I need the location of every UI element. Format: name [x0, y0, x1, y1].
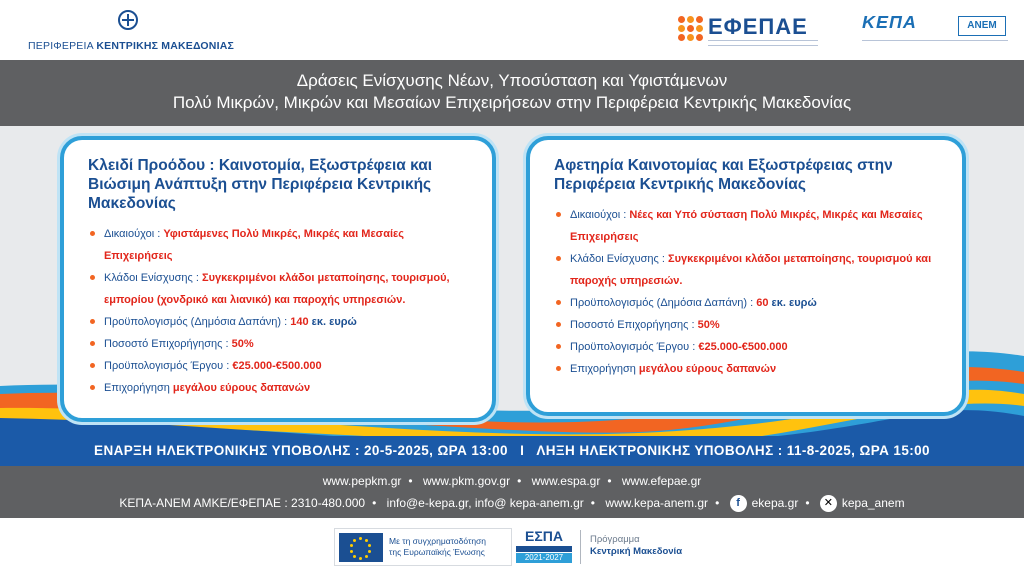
websites-row: www.pepkm.gr • www.pkm.gov.gr • www.espa.gr • www.efepae.gr [322, 474, 702, 488]
espa-name: ΕΣΠΑ [525, 528, 563, 544]
eu-cofunding-logo [334, 528, 512, 566]
kepa-anem-logo [862, 12, 1012, 52]
efepae-name: ΕΦΕΠΑΕ [708, 14, 808, 39]
list-item: Ποσοστό Επιχορήγησης : 50% [556, 314, 944, 336]
kepa-subtitle-lines [862, 40, 1008, 44]
link-efepae[interactable]: www.efepae.gr [621, 474, 702, 488]
list-item: Ποσοστό Επιχορήγησης : 50% [90, 333, 474, 355]
region-logo-text: ΠΕΡΙΦΕΡΕΙΑ ΚΕΝΤΡΙΚΗΣ ΜΑΚΕΔΟΝΙΑΣ [28, 40, 234, 52]
list-item: Δικαιούχοι : Υφιστάμενες Πολύ Μικρές, Μικρές και Μεσαίες Επιχειρήσεις [90, 223, 474, 267]
emblem-icon [118, 10, 138, 30]
facebook-icon: f [730, 495, 747, 512]
list-item: Κλάδοι Ενίσχυσης : Συγκεκριμένοι κλάδοι μεταποίησης, τουρισμού και παροχής υπηρεσιών. [556, 248, 944, 292]
contacts-bar [0, 466, 1024, 518]
region-logo [28, 10, 234, 52]
link-espa[interactable]: www.espa.gr [531, 474, 601, 488]
eu-flag-icon [339, 533, 383, 562]
footer [0, 518, 1024, 576]
program-name: Πρόγραμμα Κεντρική Μακεδονία [590, 534, 683, 557]
list-item: Προϋπολογισμός (Δημόσια Δαπάνη) : 60 εκ. ευρώ [556, 292, 944, 314]
submission-dates-strip [0, 436, 1024, 466]
email-text[interactable]: info@e-kepa.gr, info@ kepa-anem.gr [386, 496, 584, 510]
espa-logo [516, 528, 572, 566]
link-pkm[interactable]: www.pkm.gov.gr [422, 474, 511, 488]
link-pepkm[interactable]: www.pepkm.gr [322, 474, 402, 488]
facebook-handle[interactable]: ekepa.gr [751, 496, 799, 510]
left-card-list [90, 223, 474, 399]
submission-start: ΕΝΑΡΞΗ ΗΛΕΚΤΡΟΝΙΚΗΣ ΥΠΟΒΟΛΗΣ : 20-5-2025, ΩΡΑ 13:00 [94, 443, 508, 458]
x-handle[interactable]: kepa_anem [841, 496, 905, 510]
espa-bar [516, 546, 572, 552]
left-program-card [60, 136, 496, 422]
submission-end: ΛΗΞΗ ΗΛΕΚΤΡΟΝΙΚΗΣ ΥΠΟΒΟΛΗΣ : 11-8-2025, ΩΡΑ 15:00 [536, 443, 930, 458]
banner-line-2: Πολύ Μικρών, Μικρών και Μεσαίων Επιχειρήσεων στην Περιφέρεια Κεντρικής Μακεδονίας [172, 93, 852, 112]
left-card-title: Κλειδί Προόδου : Καινοτομία, Εξωστρέφεια και Βιώσιμη Ανάπτυξη στην Περιφέρεια Κεντρικής Μακεδονίας [88, 157, 433, 212]
link-kepa-anem[interactable]: www.kepa-anem.gr [605, 496, 709, 510]
strip-separator: I [520, 443, 525, 458]
right-card-list [556, 204, 944, 380]
espa-years: 2021-2027 [516, 553, 572, 563]
efepae-dots-icon [678, 16, 704, 42]
footer-divider [580, 530, 581, 564]
right-program-card [526, 136, 966, 416]
efepae-logo [678, 14, 818, 48]
header [0, 0, 1024, 60]
list-item: Δικαιούχοι : Νέες και Υπό σύσταση Πολύ Μικρές, Μικρές και Μεσαίες Επιχειρήσεις [556, 204, 944, 248]
anem-name: ΑΝΕΜ [958, 16, 1006, 36]
banner-line-1: Δράσεις Ενίσχυσης Νέων, Υποσύσταση και Υφιστάμενων [296, 71, 728, 90]
list-item: Κλάδοι Ενίσχυσης : Συγκεκριμένοι κλάδοι μεταποίησης, τουρισμού, εμπορίου (χονδρικό και λιανικό) και παροχής υπηρεσιών. [90, 267, 474, 311]
list-item: Επιχορήγηση μεγάλου εύρους δαπανών [90, 377, 474, 399]
right-card-title: Αφετηρία Καινοτομίας και Εξωστρέφειας στην Περιφέρεια Κεντρικής Μακεδονίας [554, 157, 893, 193]
contact-row: ΚΕΠΑ-ΑΝΕΜ ΑΜΚΕ/ΕΦΕΠΑΕ : 2310-480.000 • info@e-kepa.gr, info@ kepa-anem.gr • www.kepa-anem.gr • f ekepa.gr • ✕ kepa_anem [0, 492, 1024, 514]
list-item: Προϋπολογισμός Έργου : €25.000-€500.000 [556, 336, 944, 358]
list-item: Επιχορήγηση μεγάλου εύρους δαπανών [556, 358, 944, 380]
efepae-subtitle-lines [708, 40, 818, 46]
list-item: Προϋπολογισμός (Δημόσια Δαπάνη) : 140 εκ. ευρώ [90, 311, 474, 333]
banner [0, 60, 1024, 126]
eu-cofunding-text: Με τη συγχρηματοδότηση της Ευρωπαϊκής Ένωσης [389, 536, 487, 557]
phone-text: ΚΕΠΑ-ΑΝΕΜ ΑΜΚΕ/ΕΦΕΠΑΕ : 2310-480.000 [119, 496, 366, 510]
kepa-name: ΚΕΠΑ [862, 12, 917, 32]
x-icon: ✕ [820, 495, 837, 512]
list-item: Προϋπολογισμός Έργου : €25.000-€500.000 [90, 355, 474, 377]
main-area [0, 126, 1024, 466]
